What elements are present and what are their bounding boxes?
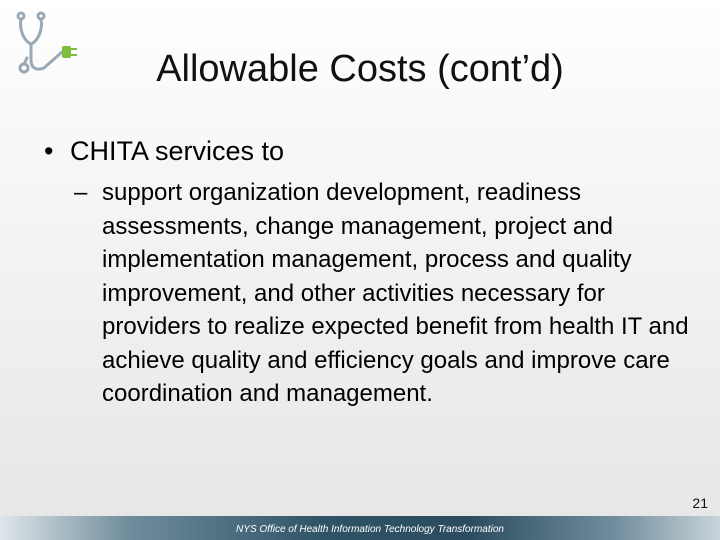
sub-bullet-text: support organization development, readiness assessments, change management, project and implementation management, process and quality improvement, and other activities necessary for providers to realize expected benefit from health IT and achieve quality and efficiency goals and improve care coordination and management. (102, 179, 689, 407)
footer-text: NYS Office of Health Information Technology Transformation (236, 524, 504, 535)
bullet-item (44, 134, 284, 168)
bullet-text: CHITA services to (70, 136, 285, 166)
bullet-marker: • (44, 136, 54, 166)
slide-title: Allowable Costs (cont’d) (156, 48, 564, 90)
sub-bullet-item (74, 176, 694, 411)
footer-bar (0, 516, 720, 540)
page-number: 21 (692, 495, 708, 511)
sub-bullet-marker: – (74, 179, 88, 206)
